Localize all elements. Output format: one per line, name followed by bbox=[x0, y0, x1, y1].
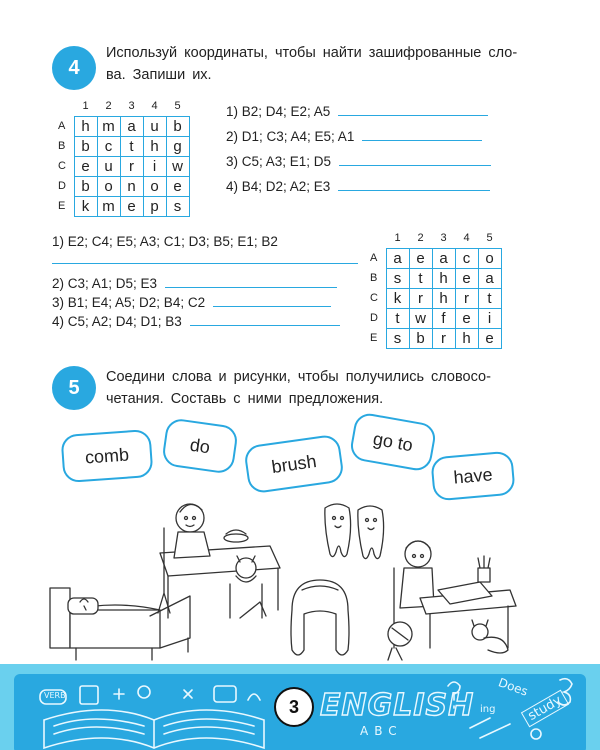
clue-2-4: 4) C5; A2; D4; D1; B3 bbox=[52, 314, 340, 329]
grid-row bbox=[58, 136, 189, 156]
grid-row bbox=[58, 116, 189, 136]
grid-cell: g bbox=[166, 136, 189, 156]
grid-row-header: D bbox=[58, 180, 66, 192]
grid-cell: h bbox=[143, 136, 166, 156]
grid-row bbox=[58, 176, 189, 196]
grid-cell: k bbox=[74, 196, 97, 216]
page-number: 3 bbox=[274, 687, 314, 727]
answer-line[interactable] bbox=[338, 190, 490, 191]
grid-row-header: C bbox=[370, 292, 378, 304]
footer-doodle-does: Does bbox=[496, 675, 530, 699]
teeth-illustration[interactable] bbox=[325, 504, 384, 559]
grid-cell: e bbox=[455, 268, 478, 288]
grid-cell: t bbox=[409, 268, 432, 288]
grid-column-header: 2 bbox=[105, 99, 112, 112]
grid-column-header: 4 bbox=[151, 99, 158, 112]
grid-cell: m bbox=[97, 116, 120, 136]
answer-line[interactable] bbox=[213, 306, 331, 307]
grid-cell: r bbox=[455, 288, 478, 308]
word-card-comb[interactable]: comb bbox=[60, 429, 153, 483]
footer-doodle-verb: VERB bbox=[44, 691, 66, 700]
open-book-doodle bbox=[34, 680, 274, 750]
grid-cell: i bbox=[143, 156, 166, 176]
grid-column-header: 3 bbox=[128, 99, 135, 112]
grid-row bbox=[370, 268, 501, 288]
grid-cell: f bbox=[432, 308, 455, 328]
grid-row bbox=[370, 308, 501, 328]
grid-cell: a bbox=[386, 248, 409, 268]
footer-doodle-english: ENGLISH bbox=[320, 688, 475, 723]
letter-grid-1 bbox=[58, 96, 190, 217]
grid-cell: r bbox=[409, 288, 432, 308]
clue-2-3: 3) B1; E4; A5; D2; B4; C2 bbox=[52, 295, 331, 310]
clue-2-1: 1) E2; C4; E5; A3; C1; D3; B5; E1; B2 bbox=[52, 234, 358, 267]
grid-cell: s bbox=[386, 328, 409, 348]
grid-cell: o bbox=[143, 176, 166, 196]
answer-line[interactable] bbox=[339, 165, 491, 166]
footer-doodle-ing: ing bbox=[480, 704, 496, 715]
grid-cell: e bbox=[166, 176, 189, 196]
grid-row-header: E bbox=[58, 200, 66, 212]
task-5-instruction-line2: четания. Составь с ними предложения. bbox=[106, 391, 384, 407]
clue-1-3: 3) C5; A3; E1; D5 bbox=[226, 154, 491, 169]
task-5-instruction bbox=[106, 366, 546, 410]
grid-cell: a bbox=[120, 116, 143, 136]
grid-cell: i bbox=[478, 308, 501, 328]
grid-row-header: E bbox=[370, 332, 378, 344]
task-5-number: 5 bbox=[52, 366, 96, 410]
clue-1-2: 2) D1; C3; A4; E5; A1 bbox=[226, 129, 482, 144]
grid-column-header: 4 bbox=[463, 231, 470, 244]
answer-line[interactable] bbox=[165, 287, 337, 288]
grid-row-header: B bbox=[58, 140, 66, 152]
grid-row bbox=[58, 196, 189, 216]
boy-homework-illustration[interactable] bbox=[388, 541, 516, 660]
grid-row-header: D bbox=[370, 312, 378, 324]
task-4-number: 4 bbox=[52, 46, 96, 90]
grid-cell: n bbox=[120, 176, 143, 196]
answer-line[interactable] bbox=[362, 140, 482, 141]
grid-cell: e bbox=[409, 248, 432, 268]
grid-column-header: 1 bbox=[394, 231, 401, 244]
answer-line[interactable] bbox=[52, 263, 358, 264]
grid-column-header: 2 bbox=[417, 231, 424, 244]
bed-illustration[interactable] bbox=[50, 588, 190, 660]
grid-row bbox=[370, 288, 501, 308]
grid-column-header: 1 bbox=[82, 99, 89, 112]
grid-cell: h bbox=[74, 116, 97, 136]
grid-cell: o bbox=[97, 176, 120, 196]
grid-cell: r bbox=[432, 328, 455, 348]
grid-cell: k bbox=[386, 288, 409, 308]
grid-row-header: A bbox=[370, 252, 378, 264]
grid-cell: t bbox=[478, 288, 501, 308]
grid-cell: c bbox=[455, 248, 478, 268]
task-5-instruction-line1: Соедини слова и рисунки, чтобы получились словосо- bbox=[106, 369, 491, 385]
grid-cell: e bbox=[120, 196, 143, 216]
grid-row bbox=[370, 248, 501, 268]
grid-cell: u bbox=[143, 116, 166, 136]
grid-cell: t bbox=[120, 136, 143, 156]
answer-line[interactable] bbox=[338, 115, 488, 116]
word-card-have[interactable]: have bbox=[430, 451, 516, 502]
answer-line[interactable] bbox=[190, 325, 340, 326]
grid-row bbox=[58, 156, 189, 176]
grid-cell: e bbox=[74, 156, 97, 176]
grid-row-header: B bbox=[370, 272, 378, 284]
grid-row bbox=[370, 328, 501, 348]
grid-cell: c bbox=[97, 136, 120, 156]
footer-doodle-abc: ABC bbox=[360, 724, 403, 738]
grid-column-header: 3 bbox=[440, 231, 447, 244]
grid-column-header: 5 bbox=[174, 99, 181, 112]
grid-cell: b bbox=[409, 328, 432, 348]
grid-row-header: C bbox=[58, 160, 66, 172]
grid-cell: e bbox=[478, 328, 501, 348]
word-card-do[interactable]: do bbox=[161, 417, 239, 475]
grid-cell: e bbox=[455, 308, 478, 328]
task-4-instruction-line1: Используй координаты, чтобы найти зашифрованные сло- bbox=[106, 45, 518, 61]
grid-cell: w bbox=[409, 308, 432, 328]
task-4-instruction bbox=[106, 42, 546, 86]
grid-cell: r bbox=[120, 156, 143, 176]
clue-1-1: 1) B2; D4; E2; A5 bbox=[226, 104, 488, 119]
grid-cell: u bbox=[97, 156, 120, 176]
footer-right-doodles bbox=[440, 676, 590, 746]
word-card-brush[interactable]: brush bbox=[243, 434, 345, 495]
hair-illustration[interactable] bbox=[291, 580, 349, 655]
grid-cell: p bbox=[143, 196, 166, 216]
grid-cell: b bbox=[74, 136, 97, 156]
grid-cell: a bbox=[478, 268, 501, 288]
grid-column-header: 5 bbox=[486, 231, 493, 244]
grid-row-header: A bbox=[58, 120, 66, 132]
clue-1-4: 4) B4; D2; A2; E3 bbox=[226, 179, 490, 194]
grid-cell: h bbox=[455, 328, 478, 348]
grid-cell: a bbox=[432, 248, 455, 268]
grid-cell: m bbox=[97, 196, 120, 216]
clue-2-2: 2) C3; A1; D5; E3 bbox=[52, 276, 337, 291]
grid-cell: t bbox=[386, 308, 409, 328]
grid-cell: h bbox=[432, 288, 455, 308]
word-card-go-to[interactable]: go to bbox=[348, 411, 437, 473]
grid-cell: w bbox=[166, 156, 189, 176]
illustration-area bbox=[40, 498, 560, 664]
footer-doodle-study: study bbox=[521, 690, 569, 728]
grid-cell: b bbox=[74, 176, 97, 196]
grid-cell: s bbox=[166, 196, 189, 216]
grid-cell: b bbox=[166, 116, 189, 136]
kitchen-table-illustration[interactable] bbox=[158, 504, 280, 618]
letter-grid-2 bbox=[370, 228, 502, 349]
grid-cell: o bbox=[478, 248, 501, 268]
task-4-instruction-line2: ва. Запиши их. bbox=[106, 67, 212, 83]
grid-cell: s bbox=[386, 268, 409, 288]
grid-cell: h bbox=[432, 268, 455, 288]
